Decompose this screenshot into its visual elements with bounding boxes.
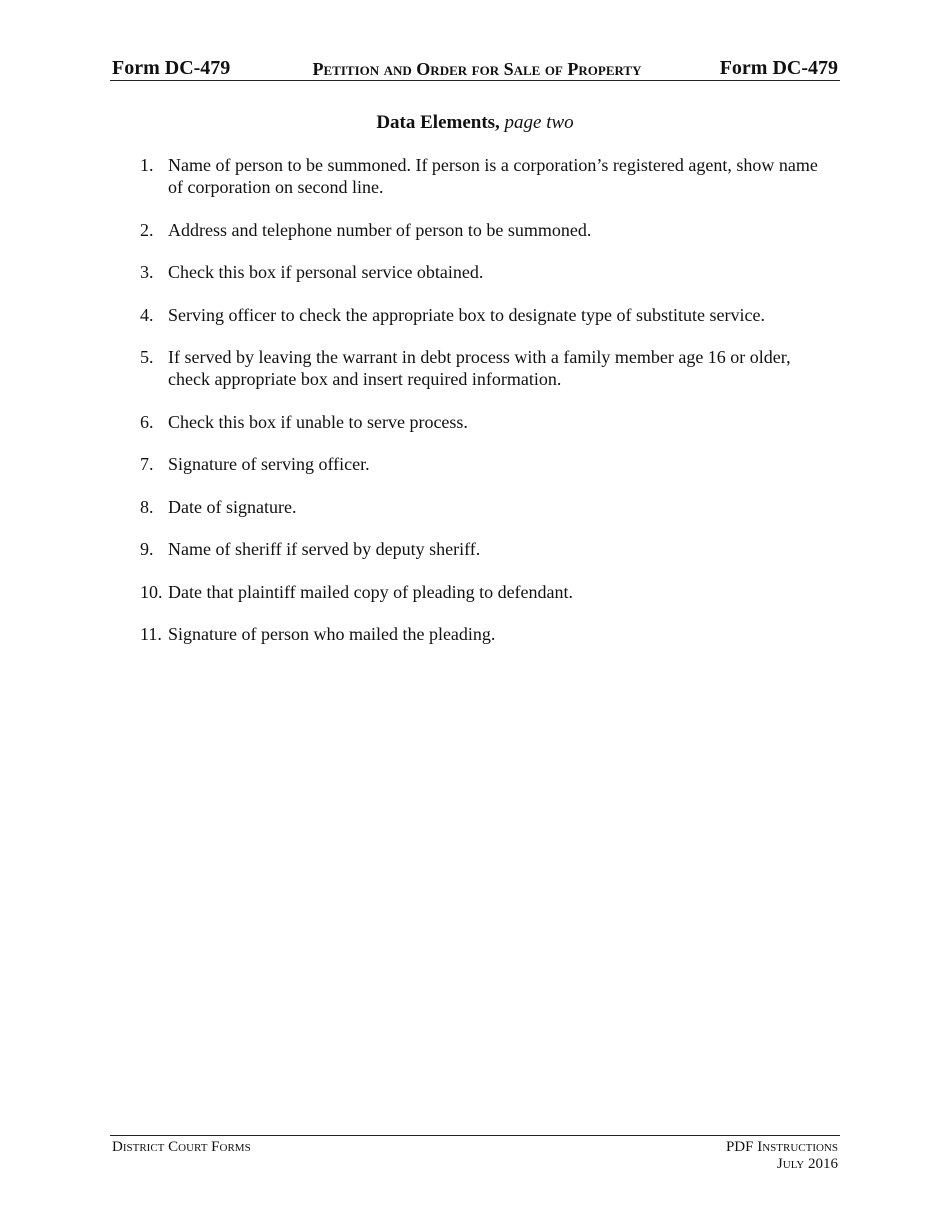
page-header <box>110 56 840 81</box>
item-number: 6. <box>140 411 154 432</box>
item-number: 3. <box>140 262 154 282</box>
footer-right <box>726 1139 838 1173</box>
item-number: 9. <box>140 539 154 559</box>
section-heading <box>0 112 950 134</box>
item-number: 11. <box>140 624 162 644</box>
list-item <box>140 346 830 390</box>
form-title: Petition and Order for Sale of Property <box>312 59 642 79</box>
item-number: 7. <box>140 454 154 474</box>
item-text: If served by leaving the warrant in debt process with a family member age 16 or older, check appropriate box and insert required information. <box>168 347 791 389</box>
item-number: 10. <box>140 581 163 602</box>
form-number-left: Form DC-479 <box>112 57 231 79</box>
item-text: Check this box if personal service obtained. <box>168 262 484 282</box>
list-item <box>140 261 830 283</box>
item-number: 1. <box>140 155 154 175</box>
item-number: 2. <box>140 219 154 240</box>
data-elements-list <box>140 154 830 666</box>
list-item <box>140 453 830 475</box>
list-item <box>140 219 830 241</box>
list-item <box>140 411 830 433</box>
page-footer <box>110 1135 840 1172</box>
list-item <box>140 496 830 518</box>
footer-right-line2: July 2016 <box>776 1156 838 1172</box>
item-text: Signature of serving officer. <box>168 454 370 474</box>
section-heading-bold: Data Elements, <box>376 112 500 133</box>
section-heading-italic: page two <box>504 112 574 133</box>
item-text: Date that plaintiff mailed copy of pleading to defendant. <box>168 581 574 602</box>
item-text: Name of person to be summoned. If person is a corporation’s registered agent, show name of corporation on second line. <box>168 155 818 197</box>
list-item <box>140 304 830 326</box>
list-item <box>140 154 830 198</box>
item-number: 8. <box>140 496 154 517</box>
form-number-right: Form DC-479 <box>719 57 838 79</box>
item-text: Address and telephone number of person to be summoned. <box>168 219 592 240</box>
item-text: Date of signature. <box>168 496 297 517</box>
item-number: 5. <box>140 347 154 367</box>
list-item <box>140 538 830 560</box>
item-text: Signature of person who mailed the pleading. <box>168 624 496 644</box>
item-text: Check this box if unable to serve process. <box>168 411 468 432</box>
list-item <box>140 623 830 645</box>
item-text: Name of sheriff if served by deputy sheriff. <box>168 539 481 559</box>
item-text: Serving officer to check the appropriate box to designate type of substitute service. <box>168 304 765 325</box>
footer-left: District Court Forms <box>112 1139 251 1155</box>
footer-right-line1: PDF Instructions <box>725 1139 838 1155</box>
list-item <box>140 581 830 603</box>
item-number: 4. <box>140 304 154 325</box>
